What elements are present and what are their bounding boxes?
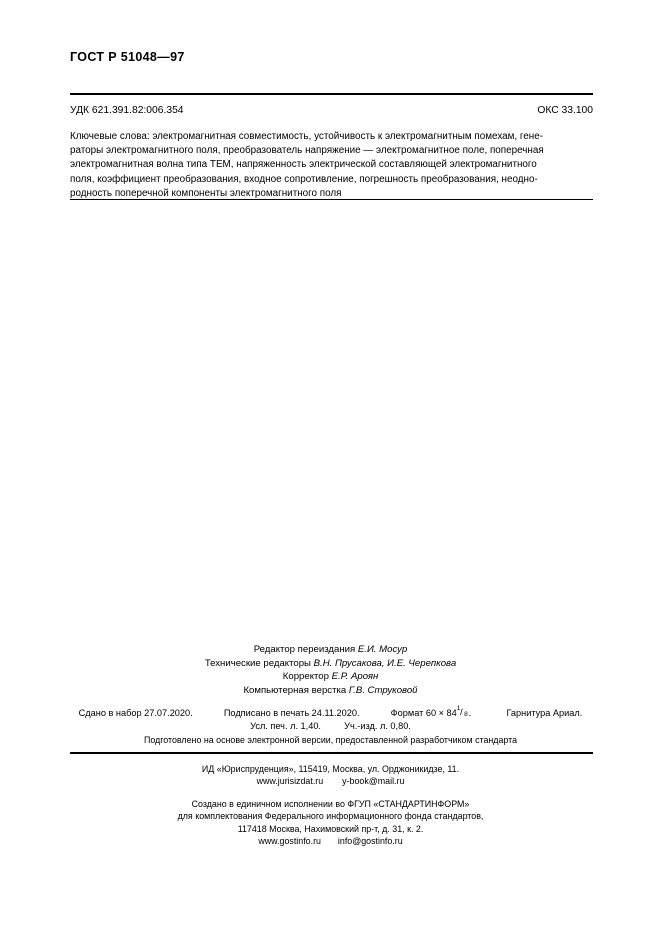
standartinform-line: 117418 Москва, Нахимовский пр-т, д. 31, к. 2. bbox=[237, 823, 424, 834]
credit-layout-name: Г.В. Струковой bbox=[348, 684, 418, 696]
signed-date: Подписано в печать 24.11.2020. bbox=[223, 708, 360, 718]
standartinform-contacts bbox=[0, 835, 661, 847]
standartinform-block bbox=[0, 798, 661, 848]
keywords-line: Ключевые слова: электромагнитная совместимость, устойчивость к электромагнитным помехам, гене- bbox=[70, 131, 544, 142]
publisher-website[interactable]: www.jurisizdat.ru bbox=[256, 776, 324, 787]
publisher-sheets: Уч.-изд. л. 0,80. bbox=[344, 720, 411, 731]
keywords-line: поля, коэффициент преобразования, входное сопротивление, погрешность преобразования, неодно- bbox=[70, 173, 538, 185]
electronic-version-note: Подготовлено на основе электронной версии, предоставленной разработчиком стандарта bbox=[143, 735, 518, 745]
publisher-email[interactable]: y-book@mail.ru bbox=[342, 776, 405, 787]
credit-technical-editors-role: Технические редакторы bbox=[204, 657, 311, 669]
paper-format: Формат 60 × 84 bbox=[390, 708, 457, 718]
standartinform-line: Создано в единичном исполнении во ФГУП «СТАНДАРТИНФОРМ» bbox=[191, 799, 470, 809]
standartinform-email[interactable]: info@gostinfo.ru bbox=[337, 836, 403, 847]
typeset-date: Сдано в набор 27.07.2020. bbox=[78, 708, 193, 718]
credit-layout-role: Компьютерная верстка bbox=[243, 684, 347, 696]
credit-layout bbox=[0, 684, 661, 698]
imprint-block bbox=[0, 707, 661, 732]
divider-top bbox=[70, 93, 593, 95]
keywords-line: электромагнитная волна типа ТЕМ, напряженность электрической составляющей электромагнитного bbox=[70, 159, 537, 171]
page-title: ГОСТ Р 51048—97 bbox=[70, 50, 185, 64]
credit-editor-role: Редактор переиздания bbox=[253, 644, 356, 655]
oks-code: ОКС 33.100 bbox=[537, 105, 593, 116]
keywords-line: родность поперечной компоненты электромагнитного поля bbox=[70, 187, 342, 199]
format-denominator: 8 bbox=[464, 711, 468, 718]
credit-corrector-role: Корректор bbox=[282, 671, 329, 683]
format-slash: / bbox=[460, 707, 463, 717]
credit-technical-editors bbox=[0, 657, 661, 671]
standartinform-website[interactable]: www.gostinfo.ru bbox=[258, 836, 321, 847]
format-fraction bbox=[457, 707, 469, 716]
imprint-line-secondary bbox=[0, 720, 661, 733]
publisher-address: ИД «Юриспруденция», 115419, Москва, ул. Орджоникидзе, 11. bbox=[201, 764, 460, 774]
typeface: Гарнитура Ариал. bbox=[506, 708, 583, 718]
format-period: . bbox=[468, 708, 472, 718]
credit-corrector bbox=[0, 670, 661, 684]
divider-above-publisher bbox=[70, 752, 593, 754]
keywords-block bbox=[70, 130, 593, 201]
standartinform-line: для комплектования Федерального информационного фонда стандартов, bbox=[177, 811, 484, 822]
publisher-block bbox=[0, 763, 661, 788]
imprint-line-primary bbox=[0, 707, 661, 720]
credit-corrector-name: Е.Р. Ароян bbox=[331, 671, 379, 683]
credit-technical-editors-names: В.Н. Прусакова, И.Е. Черепкова bbox=[313, 657, 457, 669]
credit-editor-name: Е.И. Мосур bbox=[357, 644, 408, 655]
keywords-line: раторы электромагнитного поля, преобразователь напряжение — электромагнитное поле, поперечная bbox=[70, 145, 544, 157]
editorial-credits bbox=[0, 643, 661, 697]
credit-editor bbox=[0, 643, 661, 657]
printed-sheets: Усл. печ. л. 1,40. bbox=[250, 720, 321, 731]
publisher-contacts bbox=[0, 775, 661, 787]
classification-codes-row bbox=[70, 105, 593, 116]
udk-code: УДК 621.391.82:006.354 bbox=[70, 105, 184, 116]
divider-below-keywords bbox=[70, 199, 593, 200]
format-numerator: 1 bbox=[456, 705, 461, 712]
